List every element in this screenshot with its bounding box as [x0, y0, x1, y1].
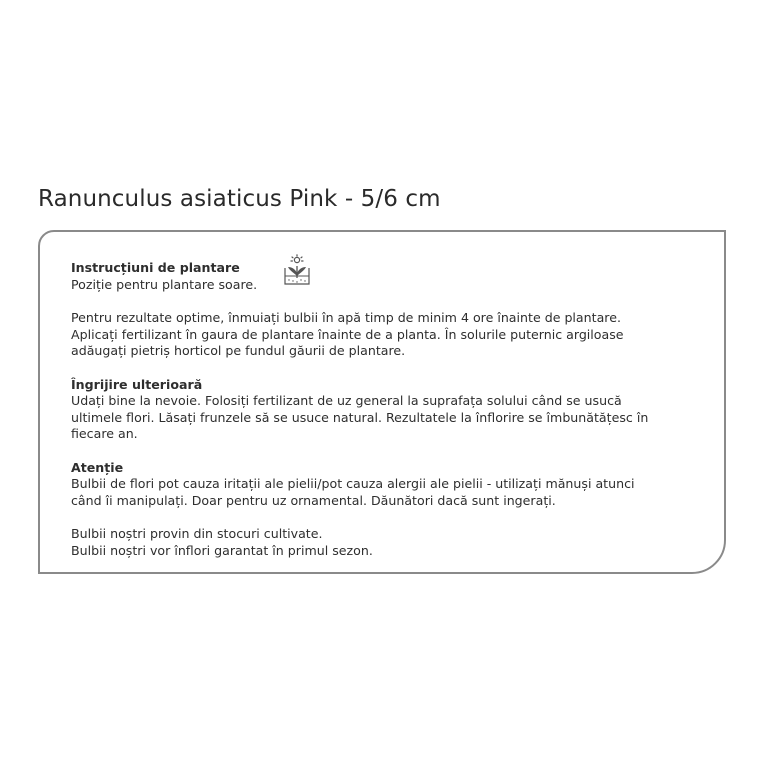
planting-line: adăugați pietriș horticol pe fundul găurii de plantare.	[71, 343, 406, 358]
care-line: ultimele flori. Lăsați frunzele să se usuce natural. Rezultatele la înflorire se îmbunătățesc în	[71, 409, 649, 425]
planting-position: Poziție pentru plantare soare.	[71, 276, 258, 292]
warning-line: când îi manipulați. Doar pentru uz ornamental. Dăunători dacă sunt ingerați.	[71, 492, 556, 508]
page-title: Ranunculus asiaticus Pink - 5/6 cm	[38, 186, 441, 212]
instructions-text	[71, 260, 711, 576]
origin-line: Bulbii noștri vor înflori garantat în primul sezon.	[71, 542, 373, 558]
planting-details	[71, 310, 711, 360]
warning-heading: Atenție	[71, 459, 124, 475]
planting-heading: Instrucțiuni de plantare	[71, 260, 240, 275]
origin-section	[71, 526, 711, 559]
planting-line: Pentru rezultate optime, înmuiați bulbii în apă timp de minim 4 ore înainte de plantare.	[71, 310, 621, 325]
care-heading: Îngrijire ulterioară	[71, 376, 203, 392]
care-line: Udați bine la nevoie. Folosiți fertilizant de uz general la suprafața solului când se usucă	[71, 393, 622, 408]
planting-section	[71, 260, 711, 293]
origin-line: Bulbii noștri provin din stocuri cultivate.	[71, 526, 323, 541]
warning-section	[71, 460, 711, 510]
planting-line: Aplicați fertilizant în gaura de plantare înainte de a planta. În solurile puternic argiloase	[71, 326, 624, 342]
care-line: fiecare an.	[71, 426, 138, 441]
warning-line: Bulbii de flori pot cauza iritații ale pielii/pot cauza alergii ale pielii - utilizați mănuși atunci	[71, 476, 635, 491]
care-section	[71, 377, 711, 443]
